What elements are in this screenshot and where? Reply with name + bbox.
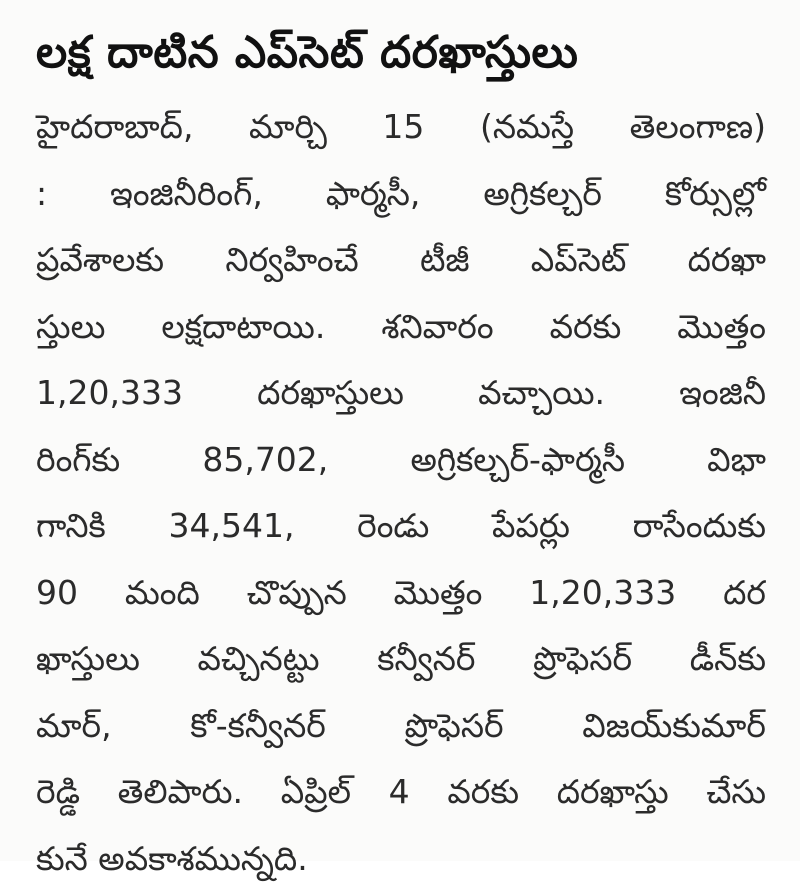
article-line: రెడ్డి తెలిపారు. ఏప్రిల్‌ 4 వరకు దరఖాస్తు చేసు [36,759,766,826]
article-line: రింగ్‌కు 85,702, అగ్రికల్చర్‌-ఫార్మసీ విభా [36,427,766,494]
article-line: గానికి 34,541, రెండు పేపర్లు రాసేందుకు [36,493,766,560]
article-line: మార్‌, కో-కన్వీనర్‌ ప్రొఫెసర్‌ విజయ్‌కుమార్‌ [36,693,766,760]
article-line: ఖాస్తులు వచ్చినట్టు కన్వీనర్‌ ప్రొఫెసర్‌ డీన్‌కు [36,626,766,693]
article-line: : ఇంజినీరింగ్‌, ఫార్మసీ, అగ్రికల్చర్‌ కోర్సుల్లో [36,161,766,228]
article-line: 1,20,333 దరఖాస్తులు వచ్చాయి. ఇంజినీ [36,360,766,427]
article-body [36,94,766,892]
article-line: ప్రవేశాలకు నిర్వహించే టీజీ ఎప్‌సెట్‌ దరఖా [36,227,766,294]
article-line: కునే అవకాశమున్నది. [36,826,766,892]
article-line: హైదరాబాద్‌, మార్చి 15 (నమస్తే తెలంగాణ) [36,94,766,161]
article-headline: లక్ష దాటిన ఎప్‌సెట్‌ దరఖాస్తులు [36,18,766,88]
article-line: స్తులు లక్షదాటాయి. శనివారం వరకు మొత్తం [36,294,766,361]
article-line: 90 మంది చొప్పున మొత్తం 1,20,333 దర [36,560,766,627]
